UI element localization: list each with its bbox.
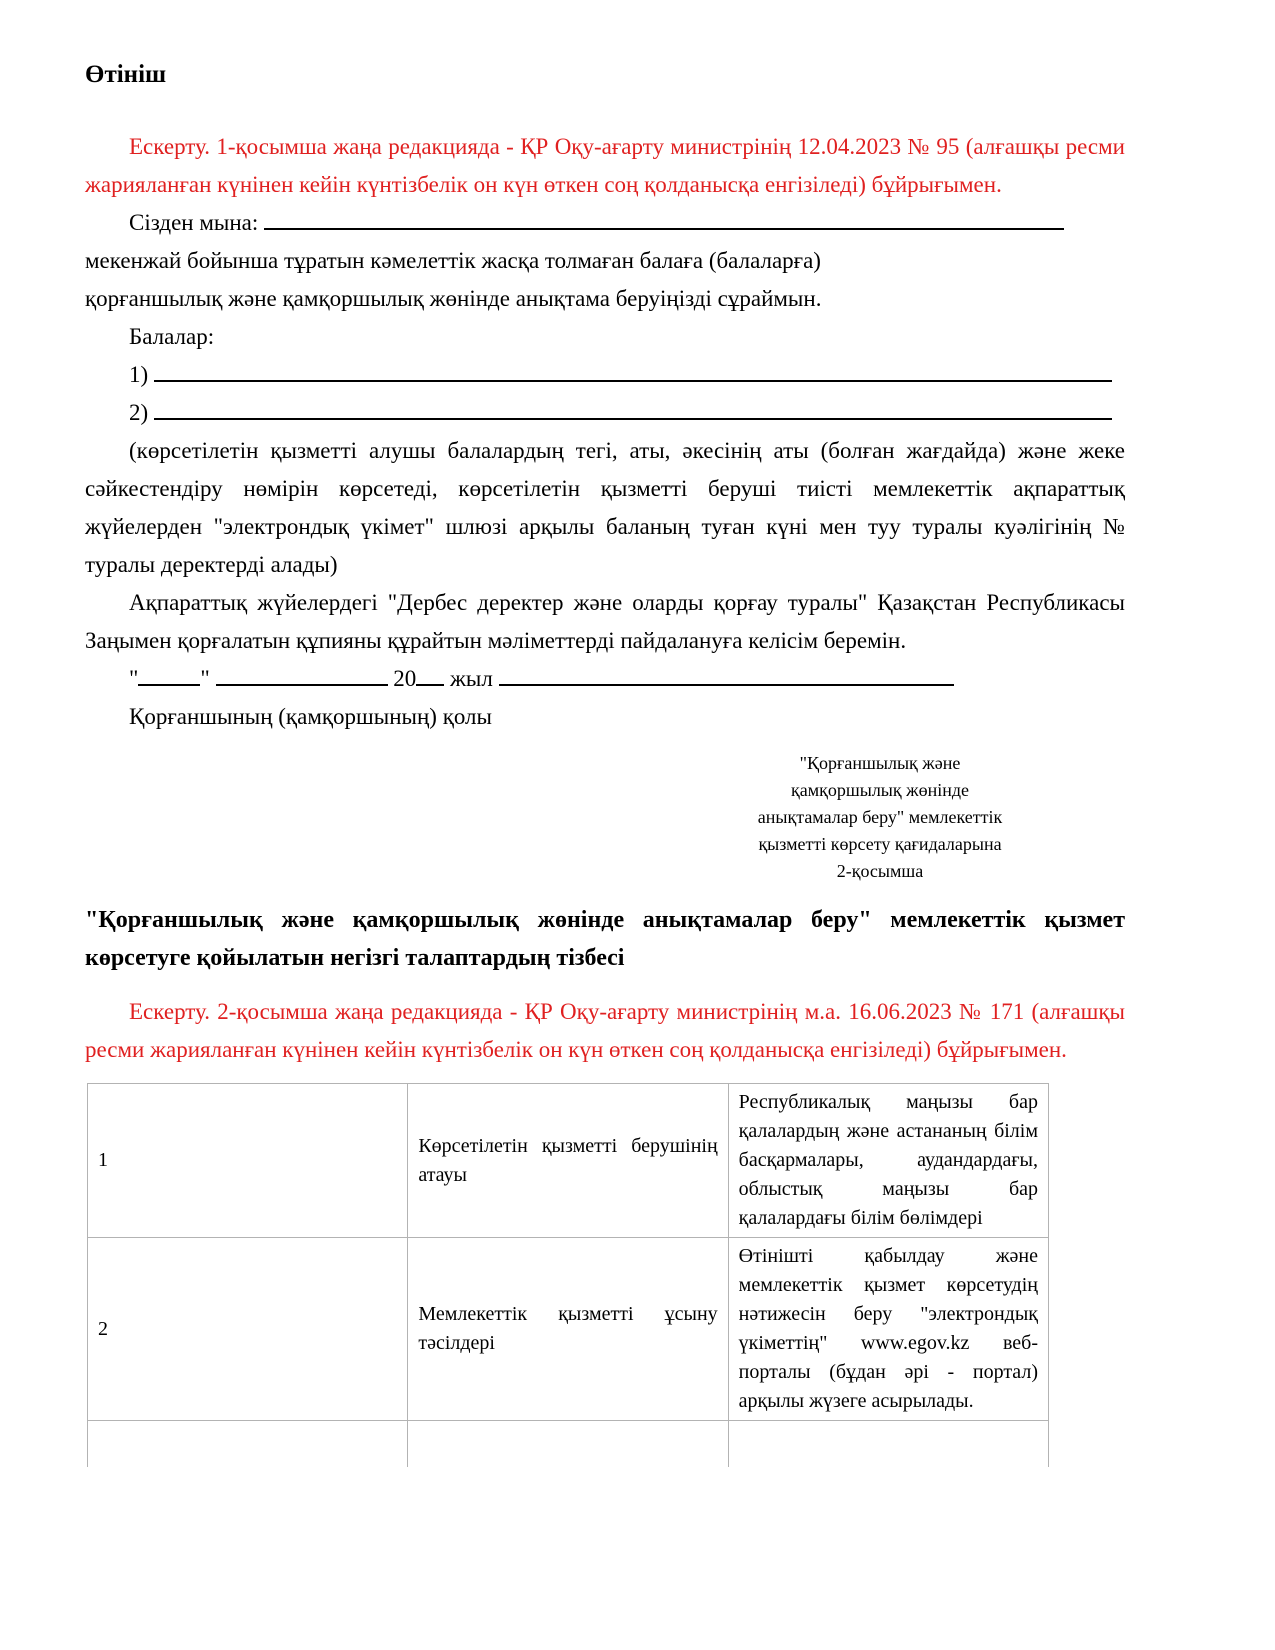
request-line-2: мекенжай бойынша тұратын кәмелеттік жасқа толмаған балаға (балаларға) (85, 248, 821, 273)
amendment-note-1: Ескерту. 1-қосымша жаңа редакцияда - ҚР Оқу-ағарту министрінің 12.04.2023 № 95 (алғашқы ресми жарияланған күнінен кейін күнтізбелік он күн өткен соң қолданысқа енгізіледі) бұйрығымен. (85, 134, 1125, 197)
appendix-ref-line-2: қамқоршылық жөнінде (791, 780, 969, 800)
request-label: Сізден мына: (129, 210, 259, 235)
child-item-1-label: 1) (129, 362, 149, 387)
request-line-3: қорғаншылық және қамқоршылық жөнінде анықтама беруіңізді сұраймын. (85, 286, 822, 311)
row-1-name-cell: Көрсетілетін қызметті берушінің атауы (408, 1084, 728, 1238)
quote-close: " (200, 666, 210, 691)
row-2-value-cell: Өтінішті қабылдау және мемлекеттік қызмет көрсетудің нәтижесін беру "электрондық үкіметтің" www.egov.kz веб-порталы (бұдан әрі - портал) арқылы жүзеге асырылады. (728, 1238, 1048, 1421)
row-3-name-cell (408, 1421, 728, 1467)
child-item-2-label: 2) (129, 400, 149, 425)
table-row (88, 1238, 1049, 1421)
child-item-1 (85, 356, 1125, 394)
appendix-ref-line-4: қызметті көрсету қағидаларына (758, 834, 1002, 854)
amendment-note-2: Ескерту. 2-қосымша жаңа редакцияда - ҚР Оқу-ағарту министрінің м.а. 16.06.2023 № 171 (алғашқы ресми жарияланған күнінен кейін күнтізбелік он күн өткен соң қолданысқа енгізіледі) бұйрығымен. (85, 999, 1125, 1062)
row-2-name-cell: Мемлекеттік қызметті ұсыну тәсілдері (408, 1238, 728, 1421)
row-1-value-cell: Республикалық маңызы бар қалалардың және астананың білім басқармалары, аудандардағы, облыстық маңызы бар қалалардағы білім бөлімдері (728, 1084, 1048, 1238)
address-blank-line (264, 227, 1064, 230)
row-1-number-cell: 1 (88, 1084, 408, 1238)
table-row (88, 1421, 1049, 1467)
table-row (88, 1084, 1049, 1238)
signature-blank (499, 683, 954, 686)
children-label: Балалар: (129, 324, 215, 349)
appendix-ref-line-3: анықтамалар беру" мемлекеттік (757, 807, 1003, 827)
request-line (85, 204, 1125, 242)
child-1-blank-line (154, 379, 1112, 382)
year-prefix: 20 (393, 666, 417, 691)
row-3-number-cell (88, 1421, 408, 1467)
appendix-ref-line-1: "Қорғаншылық және (799, 753, 961, 773)
child-2-blank-line (154, 417, 1112, 420)
page-title: Өтініш (85, 61, 167, 88)
consent-paragraph: Ақпараттық жүйелердегі "Дербес деректер және оларды қорғау туралы" Қазақстан Республикасы Заңымен қорғалатын құпияны құрайтын мәліметтерді пайдалануға келісім беремін. (85, 590, 1125, 653)
appendix-ref-line-5: 2-қосымша (836, 861, 924, 881)
children-explanation-note: (көрсетілетін қызметті алушы балалардың тегі, аты, әкесінің аты (болған жағдайда) және жеке сәйкестендіру нөмірін көрсетеді, көрсетілетін қызметті беруші тиісті мемлекеттік ақпараттық жүйелерден "электрондық үкімет" шлюзі арқылы баланың туған күні мен туу туралы куәлігінің № туралы деректерді алады) (85, 438, 1125, 577)
requirements-heading: "Қорғаншылық және қамқоршылық жөнінде анықтамалар беру" мемлекеттік қызмет көрсетуге қойылатын негізгі талаптардың тізбесі (85, 907, 1125, 971)
requirements-table (87, 1083, 1049, 1467)
day-blank (138, 683, 200, 686)
year-blank (416, 683, 444, 686)
appendix-reference-block (690, 750, 1070, 885)
date-signature-line (85, 660, 1125, 698)
signature-label: Қорғаншының (қамқоршының) қолы (129, 704, 492, 729)
quote-open: " (129, 666, 139, 691)
row-3-value-cell (728, 1421, 1048, 1467)
month-blank (216, 683, 388, 686)
year-word: жыл (450, 666, 493, 691)
child-item-2 (85, 394, 1125, 432)
row-2-number-cell: 2 (88, 1238, 408, 1421)
